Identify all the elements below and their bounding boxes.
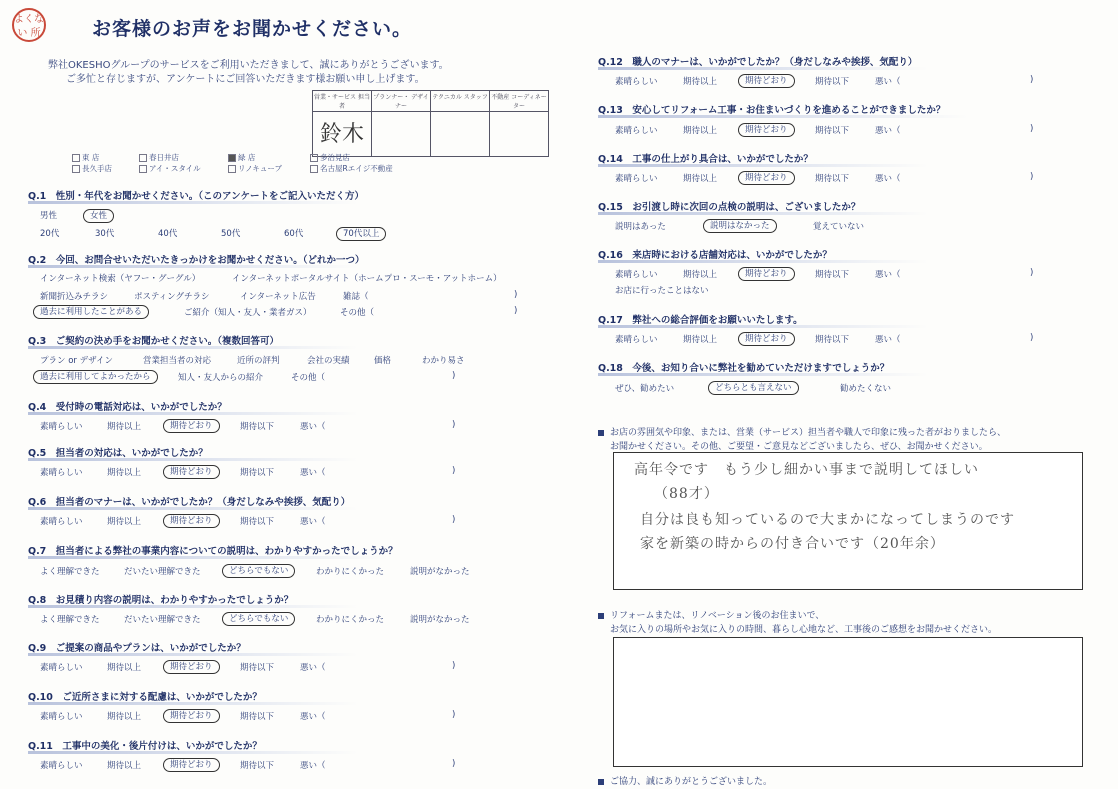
option[interactable]: インターネット広告 [240, 292, 316, 302]
paren: ) [1030, 124, 1034, 134]
rating-option[interactable]: 期待以上 [683, 174, 718, 184]
rating-option[interactable]: 素晴らしい [615, 174, 658, 184]
rating-option-selected[interactable]: 期待どおり [738, 171, 795, 185]
rating-option[interactable]: 期待以上 [683, 335, 718, 345]
clarity-option[interactable]: よく理解できた [40, 567, 100, 577]
rating-option[interactable]: 期待以下 [815, 174, 850, 184]
rating-option[interactable]: 素晴らしい [615, 335, 658, 345]
rating-option[interactable]: 期待以上 [107, 517, 142, 527]
paren: ) [1030, 172, 1034, 182]
rating-option[interactable]: 悪い（ [300, 712, 326, 722]
rating-option[interactable]: 素晴らしい [40, 422, 83, 432]
rating-option[interactable]: 素晴らしい [615, 126, 658, 136]
question-17-title: Q.17 弊社への総合評価をお願いいたします。 [598, 312, 928, 328]
paren: ) [1030, 75, 1034, 85]
rating-option[interactable]: 期待以下 [240, 422, 275, 432]
option[interactable]: 20代 [40, 229, 60, 239]
paren: ) [1030, 268, 1034, 278]
rating-option[interactable]: 期待以下 [815, 126, 850, 136]
option[interactable]: 会社の実績 [307, 356, 350, 366]
clarity-option[interactable]: わかりにくかった [316, 567, 385, 577]
rating-option[interactable]: 素晴らしい [615, 270, 658, 280]
rating-option[interactable]: 悪い（ [300, 517, 326, 527]
clarity-option-selected[interactable]: どちらでもない [222, 564, 295, 578]
intro-line-2: ご多忙と存じますが、アンケートにご回答いただきます様お願い申し上げます。 [66, 74, 425, 85]
option[interactable]: 雑誌（ [343, 292, 369, 302]
option[interactable]: 男性 [40, 211, 58, 221]
paren: ) [514, 306, 518, 316]
rating-option[interactable]: 期待以下 [240, 468, 275, 478]
comment-2-label-2: お気に入りの場所やお気に入りの時間、暮らし心地など、工事後のご感想をお聞かせください。 [610, 625, 998, 635]
question-9-title: Q.9 ご提案の商品やプランは、いかがでしたか？ [28, 640, 358, 656]
rating-option[interactable]: 期待以上 [683, 77, 718, 87]
option[interactable]: 説明はあった [615, 222, 666, 232]
question-15-title: Q.15 お引渡し時に次回の点検の説明は、ございましたか？ [598, 199, 928, 215]
shop-option[interactable]: リノキューブ [228, 163, 282, 174]
rating-option[interactable]: 悪い（ [300, 663, 326, 673]
option-selected[interactable]: 70代以上 [336, 227, 386, 241]
rating-option-selected[interactable]: 期待どおり [163, 709, 220, 723]
clarity-option[interactable]: わかりにくかった [316, 615, 385, 625]
option[interactable]: 50代 [221, 229, 241, 239]
rating-option-selected[interactable]: 期待どおり [163, 660, 220, 674]
option[interactable]: プラン or デザイン [40, 356, 114, 366]
option[interactable]: お店に行ったことはない [615, 286, 709, 296]
staff-cell [490, 112, 549, 157]
question-1-title: Q.1 性別・年代をお聞かせください。（このアンケートをご記入いただく方） [28, 188, 358, 204]
paren: ) [452, 661, 456, 671]
staff-header: プランナー・ デザイナー [372, 91, 431, 112]
option[interactable]: その他（ [340, 308, 375, 318]
shop-option[interactable]: 春日井店 [139, 152, 179, 163]
option[interactable]: 勧めたくない [840, 384, 892, 394]
question-6-title: Q.6 担当者のマナーは、いかがでしたか？（身だしなみや挨拶、気配り） [28, 494, 358, 510]
option[interactable]: 新聞折込みチラシ [40, 292, 109, 302]
option[interactable]: 40代 [158, 229, 178, 239]
question-13-title: Q.13 安心してリフォーム工事・お住まいづくりを進めることができましたか？ [598, 102, 968, 118]
paren: ) [452, 420, 456, 430]
handwritten-line: （88才） [654, 486, 719, 502]
paren: ) [452, 710, 456, 720]
paren: ) [452, 371, 456, 381]
paren: ) [1030, 333, 1034, 343]
question-4-title: Q.4 受付時の電話対応は、いかがでしたか？ [28, 399, 358, 415]
rating-option-selected[interactable]: 期待どおり [163, 419, 220, 433]
shop-option[interactable]: 多治見店 [310, 152, 350, 163]
rating-option[interactable]: 素晴らしい [40, 517, 83, 527]
rating-option[interactable]: 期待以上 [683, 126, 718, 136]
handwritten-line: 自分は良も知っているので大まかになってしまうのです [640, 512, 1015, 528]
option[interactable]: 覚えていない [813, 222, 865, 232]
shop-option[interactable]: 長久手店 [72, 163, 112, 174]
option[interactable]: ポスティングチラシ [134, 292, 210, 302]
shop-option[interactable]: 名古屋Rエイジ不動産 [310, 163, 393, 174]
rating-option[interactable]: 素晴らしい [40, 663, 83, 673]
question-18-title: Q.18 今後、お知り合いに弊社を勧めていただけますでしょうか？ [598, 360, 928, 376]
rating-option[interactable]: 悪い（ [875, 174, 901, 184]
thanks-message: ご協力、誠にありがとうございました。 [598, 774, 772, 787]
question-8-title: Q.8 お見積り内容の説明は、わかりやすかったでしょうか？ [28, 592, 358, 608]
shop-option[interactable]: 東 店 [72, 152, 99, 163]
option-selected[interactable]: 過去に利用してよかったから [33, 370, 158, 384]
comment-2-label: リフォームまたは、リノベーション後のお住まいで、 [598, 608, 824, 621]
comment-1-label-2: お聞かせください。その他、ご要望・ご意見などございましたら、ぜひ、お聞かせください。 [610, 442, 988, 452]
option[interactable]: 価格 [374, 356, 392, 366]
option[interactable]: ぜひ、勧めたい [615, 384, 675, 394]
clarity-option[interactable]: 説明がなかった [410, 567, 470, 577]
rating-option-selected[interactable]: 期待どおり [738, 74, 795, 88]
rating-option[interactable]: 期待以上 [683, 270, 718, 280]
clarity-option[interactable]: だいたい理解できた [124, 567, 201, 577]
rating-option-selected[interactable]: 期待どおり [163, 514, 220, 528]
paren: ) [452, 515, 456, 525]
rating-option[interactable]: 悪い（ [300, 468, 326, 478]
rating-option[interactable]: 悪い（ [300, 761, 326, 771]
staff-header: テクニカル スタッフ [431, 91, 490, 112]
staff-signature: 鈴木 [319, 122, 364, 147]
option[interactable]: 60代 [284, 229, 304, 239]
option[interactable]: 知人・友人からの紹介 [178, 373, 264, 383]
option-selected[interactable]: どちらとも言えない [708, 381, 799, 395]
clarity-option[interactable]: よく理解できた [40, 615, 100, 625]
question-7-title: Q.7 担当者による弊社の事業内容についての説明は、わかりやすかったでしょうか？ [28, 543, 388, 559]
intro-line-1: 弊社OKESHOグループのサービスをご利用いただきまして、誠にありがとうございます。 [48, 60, 449, 71]
rating-option[interactable]: 悪い（ [875, 126, 901, 136]
question-14-title: Q.14 工事の仕上がり具合は、いかがでしたか？ [598, 151, 928, 167]
clarity-option-selected[interactable]: どちらでもない [222, 612, 295, 626]
rating-option-selected[interactable]: 期待どおり [163, 465, 220, 479]
rating-option-selected[interactable]: 期待どおり [738, 123, 795, 137]
rating-option[interactable]: 期待以上 [107, 663, 142, 673]
rating-option[interactable]: 素晴らしい [40, 712, 83, 722]
option[interactable]: わかり易さ [422, 356, 465, 366]
question-10-title: Q.10 ご近所さまに対する配慮は、いかがでしたか？ [28, 689, 358, 705]
company-seal: よくない 所 [12, 8, 46, 42]
option[interactable]: 30代 [95, 229, 115, 239]
option[interactable]: 近所の評判 [237, 356, 280, 366]
question-11-title: Q.11 工事中の美化・後片付けは、いかがでしたか？ [28, 738, 358, 754]
staff-table [312, 90, 549, 157]
paren: ) [452, 466, 456, 476]
page-title: お客様のお声をお聞かせください。 [92, 18, 413, 40]
rating-option[interactable]: 期待以下 [240, 712, 275, 722]
option-selected[interactable]: 説明はなかった [703, 219, 777, 233]
rating-option[interactable]: 期待以下 [815, 77, 850, 87]
shop-option[interactable]: アイ・スタイル [139, 163, 201, 174]
rating-option[interactable]: 期待以下 [815, 270, 850, 280]
staff-cell [431, 112, 490, 157]
option[interactable]: インターネットポータルサイト（ホームプロ・スーモ・アットホーム） [232, 274, 502, 284]
rating-option-selected[interactable]: 期待どおり [738, 267, 795, 281]
comment-1-label: お店の雰囲気や印象、または、営業（サービス）担当者や職人で印象に残った者がおりましたら、 [598, 425, 1006, 438]
shop-option-checked[interactable]: 緑 店 [228, 152, 255, 163]
rating-option[interactable]: 期待以下 [240, 663, 275, 673]
handwritten-line: 家を新築の時からの付き合いです（20年余） [640, 536, 945, 552]
staff-header: 営業・サービス 担当者 [313, 91, 372, 112]
rating-option[interactable]: 悪い（ [875, 77, 901, 87]
option[interactable]: ご紹介（知人・友人・業者ガス） [184, 308, 312, 318]
question-2-title: Q.2 今回、お問合せいただいたきっかけをお聞かせください。（どれか一つ） [28, 252, 358, 268]
option-selected[interactable]: 女性 [83, 209, 114, 223]
staff-cell [372, 112, 431, 157]
question-5-title: Q.5 担当者の対応は、いかがでしたか？ [28, 445, 358, 461]
comment-1-box[interactable] [613, 452, 1083, 590]
option[interactable]: その他（ [291, 373, 326, 383]
rating-option[interactable]: 期待以下 [815, 335, 850, 345]
question-16-title: Q.16 来店時における店舗対応は、いかがでしたか？ [598, 247, 928, 263]
rating-option[interactable]: 期待以下 [240, 761, 275, 771]
comment-2-box[interactable] [613, 637, 1083, 767]
clarity-option[interactable]: だいたい理解できた [124, 615, 201, 625]
rating-option[interactable]: 期待以上 [107, 468, 142, 478]
rating-option[interactable]: 素晴らしい [40, 761, 83, 771]
question-3-title: Q.3 ご契約の決め手をお聞かせください。（複数回答可） [28, 333, 358, 349]
rating-option[interactable]: 期待以下 [240, 517, 275, 527]
rating-option-selected[interactable]: 期待どおり [163, 758, 220, 772]
rating-option[interactable]: 悪い（ [875, 335, 901, 345]
staff-header: 不動産 コーディネーター [490, 91, 549, 112]
handwritten-line: 高年令です もう少し細かい事まで説明してほしい [634, 462, 979, 478]
rating-option[interactable]: 悪い（ [875, 270, 901, 280]
rating-option[interactable]: 素晴らしい [40, 468, 83, 478]
paren: ) [514, 290, 518, 300]
paren: ) [452, 759, 456, 769]
rating-option-selected[interactable]: 期待どおり [738, 332, 795, 346]
clarity-option[interactable]: 説明がなかった [410, 615, 470, 625]
option-selected[interactable]: 過去に利用したことがある [33, 305, 149, 319]
rating-option[interactable]: 期待以上 [107, 761, 142, 771]
option[interactable]: インターネット検索（ヤフー・グーグル） [40, 274, 201, 284]
question-12-title: Q.12 職人のマナーは、いかがでしたか？（身だしなみや挨拶、気配り） [598, 54, 928, 70]
rating-option[interactable]: 期待以上 [107, 422, 142, 432]
rating-option[interactable]: 悪い（ [300, 422, 326, 432]
rating-option[interactable]: 素晴らしい [615, 77, 658, 87]
option[interactable]: 営業担当者の対応 [143, 356, 212, 366]
rating-option[interactable]: 期待以上 [107, 712, 142, 722]
